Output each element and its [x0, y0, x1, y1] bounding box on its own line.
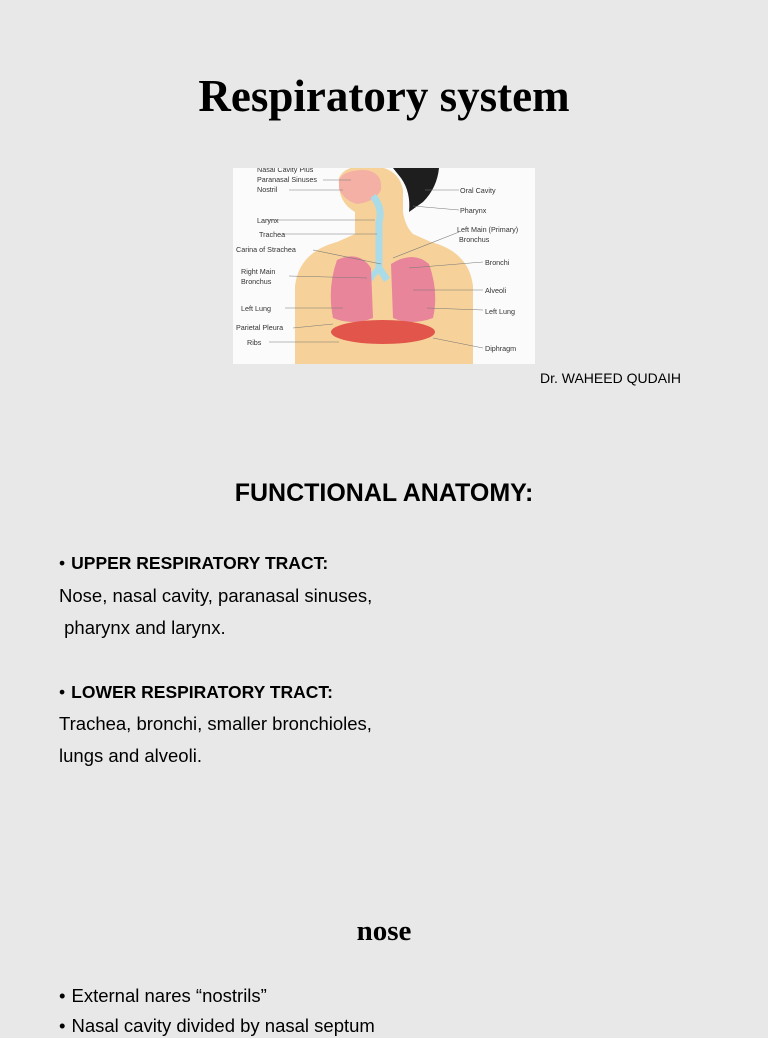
diagram-label: Right Main — [241, 267, 276, 276]
diagram-label: Parietal Pleura — [236, 323, 284, 332]
diagram-label: Trachea — [259, 230, 286, 239]
diagram-label: Left Main (Primary) — [457, 225, 519, 234]
nose-list-item — [59, 984, 267, 1008]
upper-tract-line: Nose, nasal cavity, paranasal sinuses, — [59, 585, 373, 606]
upper-tract-heading-text: UPPER RESPIRATORY TRACT: — [71, 553, 329, 573]
lower-tract-line: lungs and alveoli. — [59, 745, 202, 766]
bullet: • — [59, 1015, 66, 1036]
lower-tract-heading-text: LOWER RESPIRATORY TRACT: — [71, 682, 333, 702]
diagram-label: Carina of Strachea — [236, 245, 296, 254]
upper-tract-line: pharynx and larynx. — [59, 617, 226, 638]
bullet: • — [59, 553, 66, 573]
section-heading-functional-anatomy: FUNCTIONAL ANATOMY: — [234, 479, 534, 507]
diagram-label: Nasal Cavity Plus — [257, 168, 314, 174]
diagram-label: Bronchi — [485, 258, 510, 267]
section-heading-nose: nose — [356, 915, 412, 947]
diagram-label: Alveoli — [485, 286, 507, 295]
author-name: Dr. WAHEED QUDAIH — [540, 370, 682, 386]
diagram-label: Oral Cavity — [460, 186, 496, 195]
diagram-label: Diphragm — [485, 344, 517, 353]
bullet: • — [59, 682, 66, 702]
diagram-label: Left Lung — [241, 304, 271, 313]
diagram-label: Paranasal Sinuses — [257, 175, 317, 184]
respiratory-diagram — [233, 168, 535, 364]
diagram-label: Ribs — [247, 338, 262, 347]
bullet: • — [59, 985, 66, 1006]
diagram-label: Larynx — [257, 216, 279, 225]
diagram-label: Left Lung — [485, 307, 515, 316]
diagram-label: Bronchus — [459, 235, 490, 244]
upper-tract-heading — [59, 551, 328, 575]
respiratory-diagram-illustration — [233, 168, 535, 364]
lower-tract-line: Trachea, bronchi, smaller bronchioles, — [59, 713, 372, 734]
diagram-label: Nostril — [257, 185, 278, 194]
nose-list-item — [59, 1014, 375, 1038]
page-title: Respiratory system — [198, 71, 570, 121]
diagram-label: Pharynx — [460, 206, 487, 215]
diagram-label: Bronchus — [241, 277, 272, 286]
lower-tract-heading — [59, 680, 333, 704]
nose-list-item-text: Nasal cavity divided by nasal septum — [71, 1015, 375, 1036]
nose-list-item-text: External nares “nostrils” — [71, 985, 267, 1006]
